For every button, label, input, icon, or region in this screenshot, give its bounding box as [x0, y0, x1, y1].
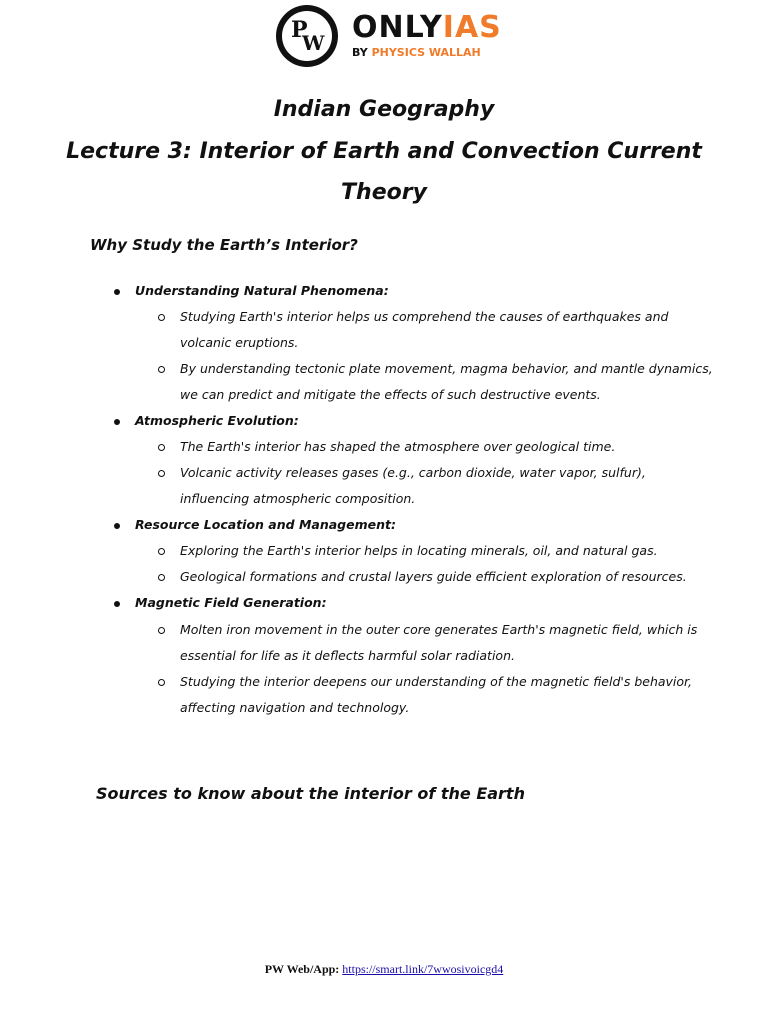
lecture-title-continued: Theory — [341, 180, 427, 205]
list-subitem-text: Geological formations and crustal layers guide efficient exploration of resources. — [180, 569, 687, 584]
bullet-icon — [114, 601, 120, 607]
list-subitem-text: affecting navigation and technology. — [180, 700, 410, 715]
brand-wordmark — [352, 12, 502, 60]
logo — [276, 4, 502, 68]
list-subitem-text: The Earth's interior has shaped the atmosphere over geological time. — [180, 439, 616, 454]
list-subitem-text: Exploring the Earth's interior helps in locating minerals, oil, and natural gas. — [180, 543, 658, 558]
bullet-icon — [114, 523, 120, 529]
list-subitem-text: influencing atmospheric composition. — [180, 491, 416, 506]
brand-name: ONLYIAS — [352, 10, 502, 45]
lecture-title: Lecture 3: Interior of Earth and Convection Current — [66, 139, 702, 164]
subject-title: Indian Geography — [273, 97, 495, 122]
bullet-icon — [114, 289, 120, 295]
list-item-label: Resource Location and Management: — [135, 517, 396, 532]
footer-label: PW Web/App: — [264, 962, 340, 976]
list-subitem-text: Volcanic activity releases gases (e.g., carbon dioxide, water vapor, sulfur), — [180, 465, 646, 480]
section-heading-sources: Sources to know about the interior of the Earth — [96, 784, 525, 803]
list-subitem-text: Molten iron movement in the outer core generates Earth's magnetic field, which is — [180, 622, 698, 637]
list-subitem-text: By understanding tectonic plate movement, magma behavior, and mantle dynamics, — [180, 361, 713, 376]
sub-bullet-icon — [158, 574, 165, 581]
bullet-icon — [114, 419, 120, 425]
sub-bullet-icon — [158, 314, 165, 321]
list-subitem-text: volcanic eruptions. — [180, 335, 299, 350]
list-item-label: Understanding Natural Phenomena: — [135, 283, 389, 298]
brand-subtitle: BY PHYSICS WALLAH — [352, 46, 481, 59]
sub-bullet-icon — [158, 366, 165, 373]
footer — [0, 962, 768, 977]
sub-bullet-icon — [158, 627, 165, 634]
list-subitem-text: Studying the interior deepens our understanding of the magnetic field's behavior, — [180, 674, 693, 689]
footer-link[interactable]: https://smart.link/7wwosivoicgd4 — [342, 962, 504, 976]
sub-bullet-icon — [158, 548, 165, 555]
list-subitem-text: Studying Earth's interior helps us comprehend the causes of earthquakes and — [180, 309, 669, 324]
list-item-label: Magnetic Field Generation: — [135, 595, 327, 610]
sub-bullet-icon — [158, 470, 165, 477]
section-heading-why: Why Study the Earth’s Interior? — [90, 236, 358, 254]
pw-logo-icon: P W — [276, 5, 338, 67]
sub-bullet-icon — [158, 679, 165, 686]
sub-bullet-icon — [158, 444, 165, 451]
list-subitem-text: we can predict and mitigate the effects of such destructive events. — [180, 387, 601, 402]
list-subitem-text: essential for life as it deflects harmful solar radiation. — [180, 648, 515, 663]
list-item-label: Atmospheric Evolution: — [135, 413, 299, 428]
